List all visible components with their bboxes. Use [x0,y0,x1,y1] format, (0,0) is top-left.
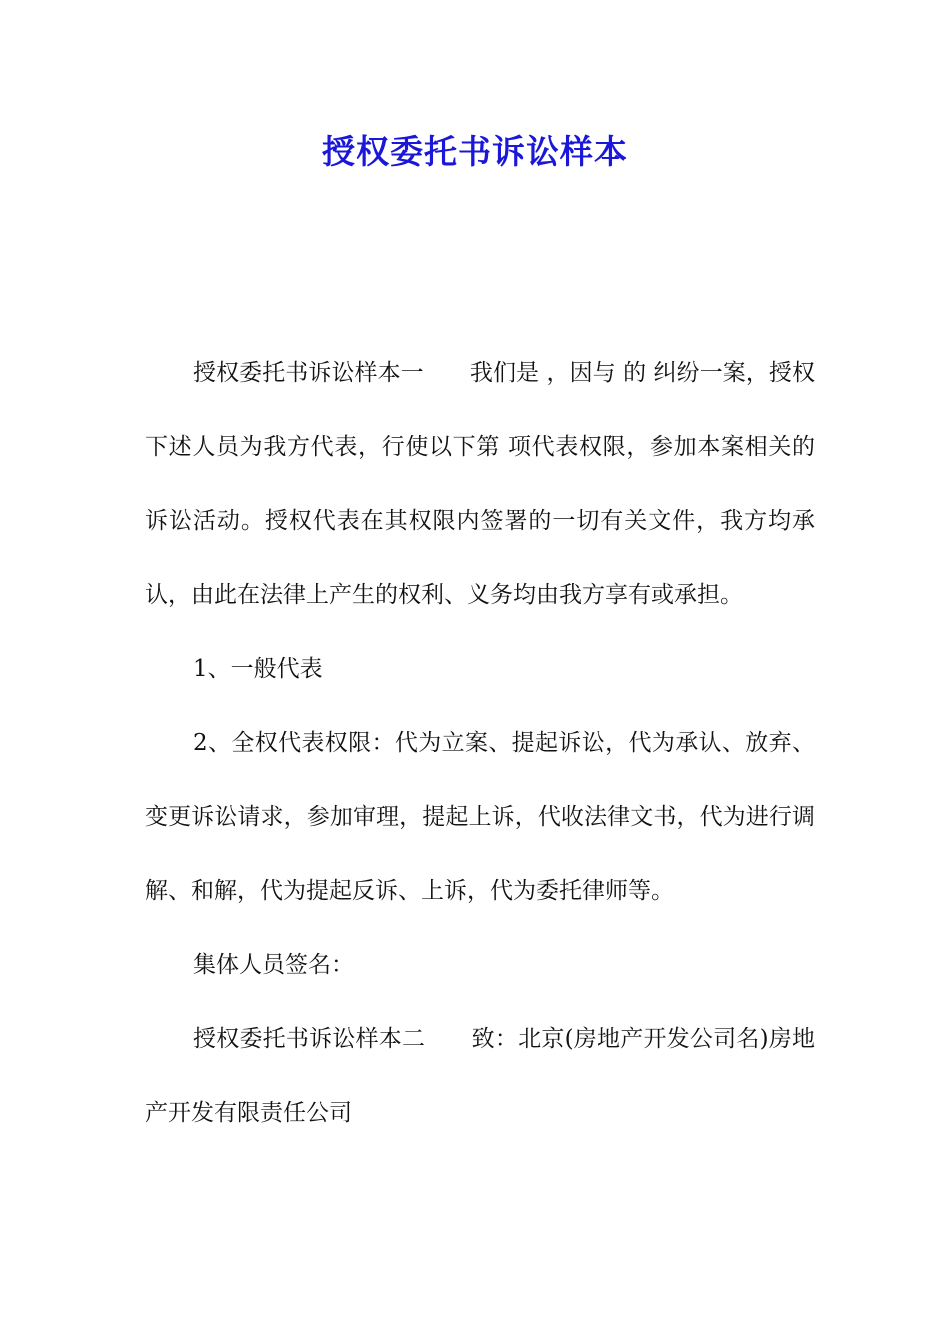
paragraph-signature: 集体人员签名： [193,952,354,978]
paragraph-intro: 授权委托书诉讼样本一 我们是 ，因与 的 纠纷一案，授权下述人员为我方代表，行使以下第 项代表权限，参加本案相关的诉讼活动。授权代表在其权限内签署的一切有关文件，我方均承认，由此在法律上产生的权利、义务均由我方享有或承担。 [145,360,815,608]
document-body [145,336,815,1150]
paragraph-sample-two: 授权委托书诉讼样本二 致：北京(房地产开发公司名)房地产开发有限责任公司 [145,1026,815,1126]
document-title: 授权委托书诉讼样本 [322,132,628,171]
paragraph-general-representation: 1、一般代表 [193,656,323,682]
paragraph-full-representation: 2、全权代表权限：代为立案、提起诉讼，代为承认、放弃、变更诉讼请求，参加审理，提起上诉，代收法律文书，代为进行调解、和解，代为提起反诉、上诉，代为委托律师等。 [145,730,815,904]
